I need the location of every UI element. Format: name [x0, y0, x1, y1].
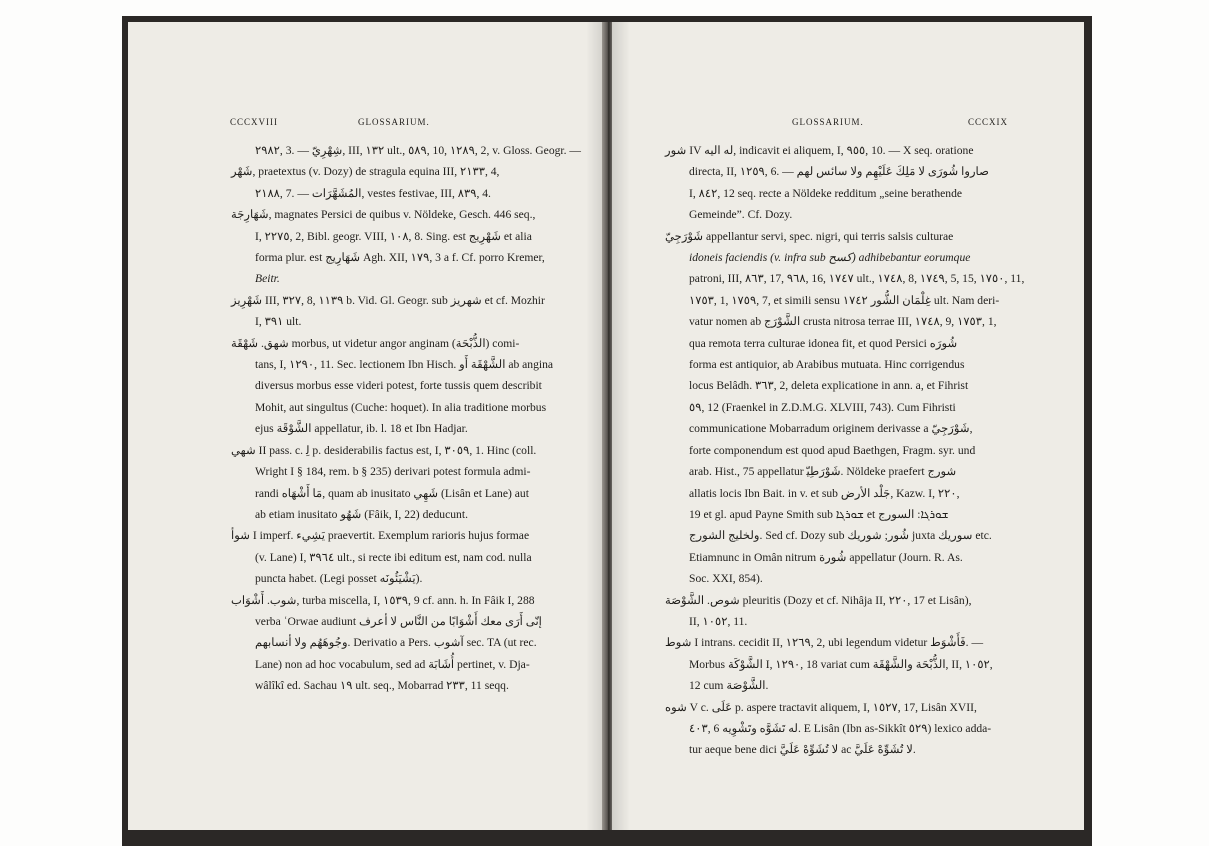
right-line: arab. Hist., 75 appellatur ﺷَﻮْﺭَﻃِﻴّ. Nöldeke praefert ﺷﻮﺭﺝ — [689, 465, 957, 479]
left-line: ejus ﺍﻟﺸَّﻮْﻗَﺔ appellatur, ib. l. 18 et Ibn Hadjar. — [255, 422, 468, 436]
left-line: I, ٢٢٧٥, 2, Bibl. geogr. VIII, ١٠٨, 8. Sing. est ﺷَﻬْﺮِﻳﺞ et alia — [255, 229, 532, 243]
left-running-head: GLOSSARIUM. — [358, 117, 430, 127]
left-line: ﺷَﻬْﺮ, praetextus (v. Dozy) de stragula equina III, ٢١٣٣, 4, — [231, 165, 500, 179]
left-line: wâlîkî ed. Sachau ١٩ ult. seq., Mobarrad ٢٣٣, 11 seqq. — [255, 679, 509, 693]
right-line: Soc. XXI, 854). — [689, 572, 763, 586]
left-line: ﺷَﻬَﺎﺭِﺟَﺔ, magnates Persici de quibus v. Nöldeke, Gesch. 446 seq., — [231, 208, 536, 222]
right-line: directa, II, ١٢٥٩, 6. — ﺻﺎﺭﻭﺍ ﺷُﻮﺭَﻯ ﻻ ﻣَﻠِﻚَ ﻋَﻠَﻴْﻬِﻢ ﻭﻻ ﺳﺎﺋﺲ ﻟﻬﻢ — [689, 165, 989, 179]
left-line: ٢١٨٨, 7. — ﺍﻟﻤُﺸَﻬَّﺮَﺍﺕ, vestes festivae, III, ٨٣٩, 4. — [255, 186, 491, 200]
left-line: tans, I, ١٢٩٠, 11. Sec. lectionem Ibn Hisch. ﺍﻟﺸَّﻬْﻘَﺔ أَﻭ ab angina — [255, 358, 554, 372]
right-line: allatis locis Ibn Bait. in v. et sub ﺟَﻠْﺪ ﺍﻷﺭﺽ, Kazw. I, ٢٢٠, — [689, 486, 960, 500]
right-line: ﺷﻮﻁ I intrans. cecidit II, ١٢٦٩, 2, ubi legendum videtur ﻓَﺄَﺷْﻮَﻁ. — — [665, 636, 984, 650]
left-line: ab etiam inusitato ﺷَﻬُﻮ (Fâik, I, 22) deducunt. — [255, 507, 468, 521]
right-line: ٥٩, 12 (Fraenkel in Z.D.M.G. XLVIII, 743). Cum Fihristi — [689, 400, 956, 414]
right-line: qua remota terra culturae idonea fit, et quod Persici ﺷُﻮﺭَﻩ — [689, 336, 958, 350]
right-folio: CCCXIX — [968, 117, 1009, 127]
right-line: ٤٠٣, 6 ﻟﻪ ﺗَﺸَﻮَّﻩ ﻭﺗَﺸْﻮِﻳﻪ. E Lisân (Ibn as-Sikkît ٥٢٩) lexico adda- — [689, 721, 992, 735]
left-line: (v. Lane) I, ٣٩٦٤ ult., si recte ibi editum est, nam cod. nulla — [255, 550, 532, 564]
right-line: ﺷﻮﺹ. ﺍﻟﺸَّﻮْﺻَﺔ pleuritis (Dozy et cf. Nihâja II, ٢٢٠, 17 et Lisân), — [665, 593, 972, 607]
left-line: I, ٣٩١ ult. — [255, 315, 302, 329]
left-line: Mohit, aut singultus (Cuche: hoquet). In alia traditione morbus — [255, 400, 547, 414]
left-folio: CCCXVIII — [230, 117, 278, 127]
right-line: tur aeque bene dici ﻻ ﺗُﺸَﻮِّﻩْ ﻋَﻠَﻲَّ ac ﻻ ﺗُﺸَﻮِّﻩْ ﻋَﻠَﻲَّ. — [689, 743, 916, 757]
left-line: ٢٩٨٢, 3. — ﺷِﻬْﺮِيّ, III, ١٣٢ ult., ٥٨٩, 10, ١٢٨٩, 2, v. Gloss. Geogr. — — [255, 144, 582, 157]
right-line: ﺷَﻮْﺭَﺟِﻲّ appellantur servi, spec. nigri, qui terris salsis culturae — [665, 229, 954, 243]
right-line: vatur nomen ab ﺍﻟﺸَّﻮْﺭَﺝ crusta nitrosa terrae III, ١٧٤٨, 9, ١٧٥٣, 1, — [689, 315, 997, 329]
right-line: locus Belâdh. ٣٦٣, 2, deleta explicatione in ann. a, et Fihrist — [689, 379, 969, 393]
left-text-block — [231, 140, 583, 697]
left-line: ﺷﻬﻲ II pass. c. ﻟِ p. desiderabilis factus est, I, ٣٠٥٩, 1. Hinc (coll. — [231, 443, 537, 457]
right-line: II, ١٠٥٢, 11. — [689, 614, 748, 628]
left-line: ﺷَﻬْﺮِﻳﺰ III, ٣٢٧, 8, ١١٣٩ b. Vid. Gl. Geogr. sub ﺷﻬﺮﻳﺰ et cf. Mozhir — [231, 293, 545, 307]
right-line: ﺷﻮﺭ IV ﻟﻪ ﺍﻟﻴﻪ, indicavit ei aliquem, I, ٩٥٥, 10. — X seq. oratione — [665, 144, 974, 157]
right-line: idoneis faciendis (v. infra sub ﻛﺴﺢ) adhibebantur eorumque — [689, 251, 971, 265]
left-line: puncta habet. (Legi posset ﻳَﺸْﻴَﺌُﻮﻧَﻪ). — [255, 572, 423, 586]
right-line: forte componendum est quod apud Baethgen, Fragm. syr. und — [689, 443, 976, 457]
right-line: I, ٨٤٢, 12 seq. recte a Nöldeke redditum „seine berathende — [689, 186, 963, 200]
right-line: 12 cum ﺍﻟﺸَّﻮْﺻَﺔ. — [689, 679, 769, 693]
right-line: forma est antiquior, ab Arabibus mutuata. Hinc corrigendus — [689, 358, 965, 372]
right-line: 19 et gl. apud Payne Smith sub ܫܘܪܓܐ et ܫܘܪܓܐ: ﺍﻟﺴﻮﺭﺝ — [689, 507, 949, 521]
left-page — [128, 22, 606, 830]
right-page — [612, 22, 1084, 830]
right-text-block — [665, 140, 1025, 761]
left-line: ﺷﻬﻖ. ﺷَﻬْﻘَﺔ morbus, ut videtur angor anginam (ﺍﻟﺬُّﺑْﺤَﺔ) comi- — [231, 336, 520, 350]
left-line: Beitr. — [255, 272, 280, 286]
right-line: Morbus ﺍﻟﺸَّﻮْﻛَﺔ I, ١٢٩٠, 18 variat cum ﺍﻟﺬُّﺑْﺤَﺔ ﻭﺍﻟﺸَّﻬْﻘَﺔ, II, ١٠٥٢, — [689, 657, 993, 671]
right-line: ١٧٥٣, 1, ١٧٥٩, 7, et simili sensu ﻏِﻠْﻤَﺎﻥ ﺍﻟﺸُّﻮﺭ ١٧٤٢ ult. Nam deri- — [689, 293, 1000, 307]
right-line: ﺷﻮﻩ V c. ﻋَﻠَﻰ p. aspere tractavit aliquem, I, ١٥٢٧, 17, Lisân XVII, — [665, 700, 977, 714]
left-line: ﺷﻮﺏ. أَﺷْﻮَﺍﺏ, turba miscella, I, ١٥٣٩, 9 cf. ann. h. In Fâik I, 288 — [231, 593, 535, 607]
right-line: patroni, III, ٨٦٣, 17, ٩٦٨, 16, ١٧٤٧ ult., ١٧٤٨, 8, ١٧٤٩, 5, 15, ١٧٥٠, 11, — [689, 272, 1025, 286]
left-line: forma plur. est ﺷَﻬَﺎﺭِﻳﺞ Agh. XII, ١٧٩, 3 a f. Cf. porro Kremer, — [255, 251, 545, 265]
right-line: ﻭﻟﺨﻠﻴﺞ ﺍﻟﺸﻮﺭﺝ. Sed cf. Dozy sub ﺷُﻮﺭ; ﺷﻮﺭﻳﻚ juxta ﺳﻮﺭﻳﻚ etc. — [689, 529, 992, 543]
left-line: randi ﻣَﺎ أَﺷْﻬَﺎﻩ, quam ab inusitato ﺷَﻬِﻲ (Lisân et Lane) aut — [255, 486, 529, 500]
left-line: ﻭﺟُﻮﻫَﻬُﻢ ﻭﻻ ﺃﻧﺴﺎﺑﻬﻢ. Derivatio a Pers. ﺁﺷﻮﺏ sec. TA (ut rec. — [255, 636, 537, 650]
left-line: Wright I § 184, rem. b § 235) derivari potest formula admi- — [255, 465, 531, 479]
left-line: verba ʿOrwae audiunt ﺇﻧّﻰ أَﺭَﻯ ﻣﻌﻚ ﺃَﺷْﻮَﺍﺑًﺎ ﻣﻦ ﺍﻟﻨَّﺎﺱ ﻻ ﺃﻋﺮﻑ — [255, 614, 542, 628]
left-line: Lane) non ad hoc vocabulum, sed ad ﺃُﺷَﺎﺑَﺔ pertinet, v. Dja- — [255, 657, 530, 671]
left-line: ﺷﻮﺃ I imperf. ﻳَﺸِﻲء praevertit. Exemplum rarioris hujus formae — [231, 529, 530, 543]
right-running-head: GLOSSARIUM. — [792, 117, 864, 127]
right-line: Gemeinde”. Cf. Dozy. — [689, 208, 793, 222]
right-line: Etiamnunc in Omân nitrum ﺷُﻮﺭﺓ appellatur (Journ. R. As. — [689, 550, 963, 564]
right-line: communicatione Mobarradum originem derivasse a ﺷَﻮْﺭَﺟِﻲّ, — [689, 422, 973, 436]
left-line: diversus morbus esse videri potest, forte tussis quem describit — [255, 379, 542, 393]
